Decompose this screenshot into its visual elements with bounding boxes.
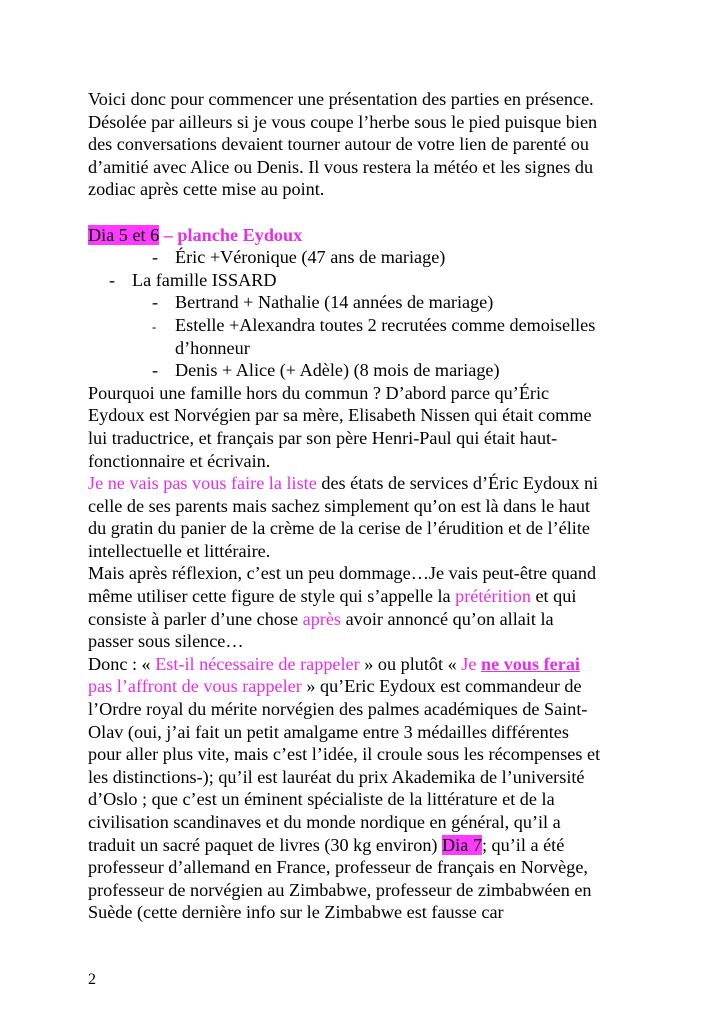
para4-line-9 — [88, 834, 688, 857]
para2-line-4: intellectuelle et littéraire. — [88, 540, 271, 561]
page-number: 2 — [88, 971, 96, 988]
para4-line-11: professeur de norvégien au Zimbabwe, professeur de zimbabwéen en — [88, 879, 592, 900]
para4-line-4: Olav (oui, j’ai fait un petit amalgame entre 3 médailles différentes — [88, 721, 569, 742]
para3-line-2 — [88, 585, 688, 608]
text-run: et qui — [530, 586, 577, 607]
list-item-family — [88, 269, 688, 292]
intro-line-3: des conversations devaient tourner autour de votre lien de parenté ou — [88, 134, 589, 155]
para4-line-12: Suède (cette dernière info sur le Zimbabwe est fausse car — [88, 902, 504, 923]
para4-line-8: civilisation scandinaves et du monde nordique en général, qu’il a — [88, 812, 561, 832]
para1-line-3: lui traductrice, et français par son père Henri-Paul qui était haut- — [88, 427, 558, 448]
heading-title: – planche Eydoux — [159, 224, 303, 245]
text-run: ; qu’il a été — [481, 834, 565, 855]
text-run: même utiliser cette figure de style qui s’appelle la — [88, 586, 456, 607]
pink-word: prétérition — [455, 586, 531, 607]
list-item — [88, 291, 688, 314]
intro-line-5: zodiac après cette mise au point. — [88, 179, 325, 200]
pink-phrase: Je ne vais pas vous faire la liste — [88, 473, 317, 494]
intro-line-1: Voici donc pour commencer une présentation des parties en présence. — [88, 89, 594, 109]
intro-line-4: d’amitié avec Alice ou Denis. Il vous restera la météo et les signes du — [88, 156, 594, 177]
text-run: » ou plutôt « — [359, 653, 462, 674]
intro-line-2: Désolée par ailleurs si je vous coupe l’herbe sous le pied puisque bien — [88, 111, 598, 132]
list-item-continuation: d’honneur — [175, 337, 250, 358]
pink-word: après — [302, 608, 342, 629]
list-item-text: Denis + Alice (+ Adèle) (8 mois de mariage) — [175, 360, 500, 381]
para4-line-3: l’Ordre royal du mérite norvégien des palmes académiques de Saint- — [88, 699, 588, 720]
list-item-text: Éric +Véronique (47 ans de mariage) — [175, 247, 446, 268]
blank-line — [88, 201, 688, 224]
text-run: consiste à parler d’une chose — [88, 608, 303, 629]
para4-line-1 — [88, 653, 688, 676]
document-body — [88, 88, 688, 924]
para2-line-3: du gratin du panier de la crème de la cerise de l’érudition et de l’élite — [88, 518, 590, 539]
list-dash: - — [152, 318, 157, 334]
text-run: avoir annoncé qu’on allait la — [341, 608, 554, 629]
section-heading — [88, 224, 688, 247]
slide-marker: Dia 7 — [442, 834, 482, 855]
list-item — [88, 359, 688, 382]
para4-line-6: les distinctions-); qu’il est lauréat du prix Akademika de l’université — [88, 766, 585, 787]
text-run: Donc : « — [88, 653, 156, 674]
para1-line-2: Eydoux est Norvégien par sa mère, Elisabeth Nissen qui était comme — [88, 405, 592, 426]
list-dash: - — [152, 247, 159, 268]
list-item — [88, 246, 688, 269]
para4-line-7: d’Oslo ; que c’est un éminent spécialiste de la littérature et de la — [88, 789, 555, 810]
list-item-text: Bertrand + Nathalie (14 années de mariage) — [175, 292, 494, 313]
text-run: des états de services d’Éric Eydoux ni — [316, 473, 599, 494]
family-label: La famille ISSARD — [132, 269, 277, 290]
pink-phrase: Est-il nécessaire de rappeler — [155, 653, 360, 674]
para3-line-4: passer sous silence… — [88, 631, 244, 652]
list-item — [88, 314, 688, 337]
para3-line-1: Mais après réflexion, c’est un peu dommage…Je vais peut-être quand — [88, 563, 597, 584]
para3-line-3 — [88, 608, 688, 631]
pink-phrase: pas l’affront de vous rappeler — [88, 676, 302, 697]
para1-line-4: fonctionnaire et écrivain. — [88, 450, 271, 471]
para1-line-1: Pourquoi une famille hors du commun ? D’abord parce qu’Éric — [88, 382, 550, 403]
para2-line-2: celle de ses parents mais sachez simplement qu’on est là dans le haut — [88, 495, 591, 516]
para4-line-10: professeur d’allemand en France, professeur de français en Norvège, — [88, 857, 588, 878]
list-dash: - — [109, 269, 116, 290]
list-item-text: Estelle +Alexandra toutes 2 recrutées comme demoiselles — [175, 314, 596, 335]
pink-bold-underlined: ne vous ferai — [480, 653, 580, 674]
text-run: » qu’Eric Eydoux est commandeur de — [301, 676, 582, 697]
slide-marker: Dia 5 et 6 — [88, 224, 160, 245]
para2-line-1 — [88, 472, 688, 495]
text-run: traduit un sacré paquet de livres (30 kg environ) — [88, 834, 443, 855]
list-dash: - — [152, 292, 159, 313]
para4-line-5: pour aller plus vite, mais c’est l’idée, il croule sous les récompenses et — [88, 744, 601, 765]
list-dash: - — [152, 360, 159, 381]
para4-line-2 — [88, 675, 688, 698]
pink-phrase: Je — [461, 653, 481, 674]
